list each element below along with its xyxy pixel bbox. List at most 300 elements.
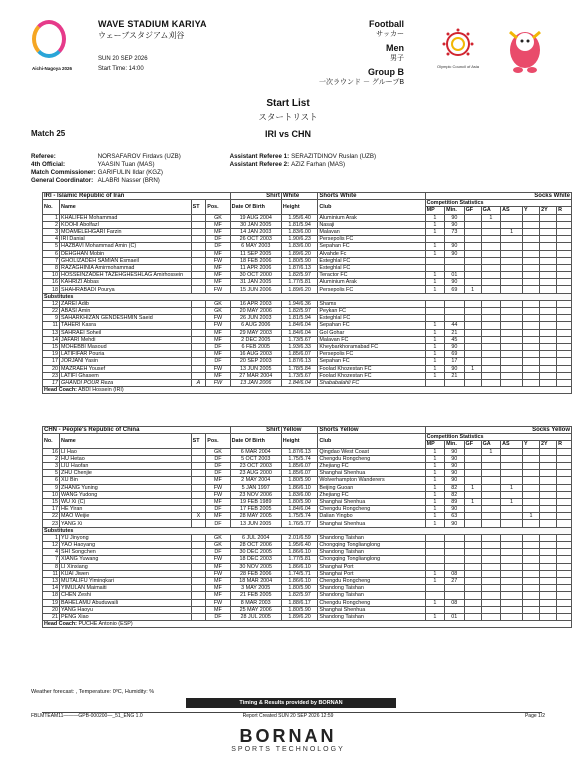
table-cell: WANG Yudong xyxy=(60,491,192,498)
officials-table xyxy=(31,153,378,185)
table-cell xyxy=(501,534,523,541)
table-cell: 1 xyxy=(481,448,500,455)
table-cell: 1.88/6.17 xyxy=(281,599,318,606)
table-cell: 19 xyxy=(43,599,60,606)
socks-cell xyxy=(425,193,571,200)
table-cell xyxy=(523,279,540,286)
table-cell xyxy=(481,308,500,315)
table-cell xyxy=(481,477,500,484)
header-club: Club xyxy=(318,200,425,214)
table-cell: 1 xyxy=(425,470,444,477)
table-cell xyxy=(191,491,206,498)
table-cell xyxy=(523,322,540,329)
table-cell xyxy=(501,336,523,343)
table-cell xyxy=(523,506,540,513)
player-row xyxy=(43,491,572,498)
table-cell xyxy=(540,279,557,286)
table-cell xyxy=(540,343,557,350)
fourth-official-label: 4th Official: xyxy=(31,161,66,168)
timing-provider-bar: Timing & Results provided by BORNAN xyxy=(186,698,396,708)
table-cell: 30 OCT 2000 xyxy=(230,272,281,279)
table-cell xyxy=(557,606,572,613)
weather-forecast: Weather forecast: , Temperature: 0ºC, Humidity: % xyxy=(31,689,155,695)
table-cell: 1.82/5.97 xyxy=(281,592,318,599)
table-cell: 90 xyxy=(445,343,464,350)
table-cell: 1.95/6.40 xyxy=(281,542,318,549)
table-cell: A xyxy=(191,379,206,386)
table-cell xyxy=(557,585,572,592)
table-cell xyxy=(523,613,540,620)
table-cell: 90 xyxy=(445,506,464,513)
table-cell xyxy=(557,549,572,556)
substitutes-header-row xyxy=(43,293,572,300)
team-table-chn xyxy=(42,426,572,628)
table-cell xyxy=(501,358,523,365)
table-cell xyxy=(425,264,444,271)
table-cell: HE Yiran xyxy=(60,506,192,513)
table-cell xyxy=(540,243,557,250)
table-cell: FW xyxy=(206,484,230,491)
player-row xyxy=(43,520,572,527)
table-cell xyxy=(557,599,572,606)
shirt-color: White xyxy=(281,193,318,200)
table-cell xyxy=(540,570,557,577)
table-cell xyxy=(191,613,206,620)
table-cell xyxy=(191,272,206,279)
table-cell: 90 xyxy=(445,520,464,527)
table-cell xyxy=(557,343,572,350)
table-cell: 1 xyxy=(425,343,444,350)
table-cell xyxy=(481,351,500,358)
table-cell xyxy=(191,477,206,484)
table-cell xyxy=(540,336,557,343)
table-cell: 27 MAR 2004 xyxy=(230,372,281,379)
table-cell: 1.80/5.90 xyxy=(281,585,318,592)
table-cell xyxy=(501,563,523,570)
table-cell: FW xyxy=(206,257,230,264)
table-cell: 1.87/6.13 xyxy=(281,358,318,365)
team-header-row xyxy=(43,193,572,200)
substitute-row xyxy=(43,606,572,613)
table-cell: 1.89/6.20 xyxy=(281,286,318,293)
table-cell: 7 xyxy=(43,556,60,563)
table-cell xyxy=(481,577,500,584)
table-cell: 90 xyxy=(445,250,464,257)
table-cell xyxy=(425,308,444,315)
team-table-iri xyxy=(42,192,572,394)
table-cell: 13 JUN 2005 xyxy=(230,520,281,527)
table-cell: 18 MAR 2004 xyxy=(230,577,281,584)
table-cell: 23 NOV 2006 xyxy=(230,491,281,498)
table-cell xyxy=(501,577,523,584)
team-name: CHN - People's Republic of China xyxy=(43,427,231,434)
table-cell: DF xyxy=(206,520,230,527)
table-cell xyxy=(501,214,523,221)
socks-cell xyxy=(425,427,571,434)
table-cell xyxy=(464,462,481,469)
table-cell: Shanghai Port xyxy=(318,570,425,577)
table-cell: SHI Songchen xyxy=(60,549,192,556)
table-cell xyxy=(445,592,464,599)
substitute-row xyxy=(43,343,572,350)
table-cell: 1.81/5.94 xyxy=(281,221,318,228)
table-cell xyxy=(445,300,464,307)
table-cell xyxy=(464,372,481,379)
table-cell: YAO Haoyang xyxy=(60,542,192,549)
table-cell: 16 AUG 2003 xyxy=(230,351,281,358)
table-cell: DF xyxy=(206,455,230,462)
table-cell: Persepolis FC xyxy=(318,286,425,293)
table-cell: Shanghai Shenhua xyxy=(318,606,425,613)
coordinator-label: General Coordinator: xyxy=(31,177,94,184)
table-cell: ZHANG Yuning xyxy=(60,484,192,491)
table-cell xyxy=(501,365,523,372)
table-cell: 1 xyxy=(481,214,500,221)
table-cell xyxy=(523,585,540,592)
table-cell: MF xyxy=(206,477,230,484)
table-cell: 1.82/5.97 xyxy=(281,308,318,315)
table-cell: 1 xyxy=(425,477,444,484)
table-cell xyxy=(501,379,523,386)
match-date: SUN 20 SEP 2026 xyxy=(98,56,148,62)
table-cell xyxy=(481,491,500,498)
table-cell: 1 xyxy=(425,272,444,279)
table-cell: Nasaji xyxy=(318,221,425,228)
table-cell xyxy=(191,322,206,329)
header-mp: MP xyxy=(425,207,444,214)
table-cell: 90 xyxy=(445,221,464,228)
table-cell: Qingdao West Coast xyxy=(318,448,425,455)
table-cell xyxy=(464,221,481,228)
table-cell: GK xyxy=(206,542,230,549)
table-cell xyxy=(464,358,481,365)
shorts-color: White xyxy=(340,193,357,200)
table-cell xyxy=(540,585,557,592)
table-cell xyxy=(425,257,444,264)
substitute-row xyxy=(43,351,572,358)
table-cell xyxy=(557,491,572,498)
player-row xyxy=(43,513,572,520)
table-cell xyxy=(191,264,206,271)
table-cell xyxy=(540,484,557,491)
table-cell xyxy=(501,279,523,286)
table-cell xyxy=(445,606,464,613)
table-cell xyxy=(557,279,572,286)
player-row xyxy=(43,272,572,279)
table-cell xyxy=(464,599,481,606)
table-cell xyxy=(425,534,444,541)
header-min: Min. xyxy=(445,441,464,448)
player-row xyxy=(43,221,572,228)
table-cell: 23 xyxy=(43,372,60,379)
table-cell: 1 xyxy=(464,286,481,293)
table-cell xyxy=(501,462,523,469)
table-cell: 1 xyxy=(425,250,444,257)
table-cell xyxy=(481,272,500,279)
substitute-row xyxy=(43,365,572,372)
table-cell xyxy=(557,534,572,541)
table-cell: FW xyxy=(206,365,230,372)
table-cell xyxy=(540,358,557,365)
table-cell: Sepahan FC xyxy=(318,243,425,250)
table-cell xyxy=(464,592,481,599)
table-cell: 1 xyxy=(425,228,444,235)
table-cell xyxy=(464,513,481,520)
table-cell: 13 xyxy=(43,329,60,336)
table-cell: MF xyxy=(206,228,230,235)
table-cell xyxy=(540,228,557,235)
table-cell: PENG Xiao xyxy=(60,613,192,620)
table-cell: 16 xyxy=(43,279,60,286)
table-cell xyxy=(540,549,557,556)
table-cell xyxy=(540,351,557,358)
shirt-color: Yellow xyxy=(281,427,318,434)
table-cell: 08 xyxy=(445,570,464,577)
table-cell xyxy=(557,470,572,477)
table-cell: Aluminium Arak xyxy=(318,214,425,221)
table-cell: 3 xyxy=(43,228,60,235)
table-cell xyxy=(523,308,540,315)
table-cell xyxy=(464,556,481,563)
table-cell xyxy=(464,329,481,336)
table-cell: 82 xyxy=(445,484,464,491)
player-row xyxy=(43,264,572,271)
substitute-row xyxy=(43,372,572,379)
header-mp: MP xyxy=(425,441,444,448)
table-cell: 1.75/5.74 xyxy=(281,513,318,520)
table-cell: 1.84/6.04 xyxy=(281,379,318,386)
table-cell: SHAHRABADI Pourya xyxy=(60,286,192,293)
table-cell xyxy=(425,549,444,556)
table-cell xyxy=(557,315,572,322)
table-cell: 8 MAR 2003 xyxy=(230,599,281,606)
table-cell xyxy=(191,599,206,606)
table-cell: 11 APR 2006 xyxy=(230,264,281,271)
table-cell: Zhejiang FC xyxy=(318,491,425,498)
table-cell: 6 MAR 2004 xyxy=(230,448,281,455)
table-cell xyxy=(557,336,572,343)
table-cell: Peykan FC xyxy=(318,308,425,315)
table-cell: DF xyxy=(206,549,230,556)
player-row xyxy=(43,484,572,491)
table-cell xyxy=(481,279,500,286)
table-cell xyxy=(191,563,206,570)
table-cell xyxy=(445,379,464,386)
table-cell: Shanghai Port xyxy=(318,563,425,570)
table-cell: 1 xyxy=(425,286,444,293)
table-cell xyxy=(425,542,444,549)
table-cell: DF xyxy=(206,243,230,250)
table-cell: Aluminium Arak xyxy=(318,279,425,286)
table-cell: 4 xyxy=(43,549,60,556)
table-cell xyxy=(191,556,206,563)
table-cell: 1 xyxy=(425,243,444,250)
event-info xyxy=(319,19,404,87)
table-cell xyxy=(523,264,540,271)
table-cell xyxy=(523,570,540,577)
header-name: Name xyxy=(60,200,192,214)
table-cell xyxy=(540,606,557,613)
table-cell xyxy=(523,484,540,491)
table-cell xyxy=(540,592,557,599)
table-cell xyxy=(191,257,206,264)
table-cell: 21 xyxy=(445,329,464,336)
table-cell: XIANG Yuwang xyxy=(60,556,192,563)
table-cell: 1.87/6.13 xyxy=(281,448,318,455)
table-cell xyxy=(481,286,500,293)
table-cell: FW xyxy=(206,556,230,563)
table-cell: 1.81/5.94 xyxy=(281,315,318,322)
start-time: Start Time: 14:00 xyxy=(98,66,144,72)
table-cell xyxy=(523,491,540,498)
table-cell xyxy=(191,358,206,365)
table-cell: 17 FEB 2005 xyxy=(230,506,281,513)
table-cell xyxy=(191,372,206,379)
table-cell xyxy=(523,365,540,372)
venue-name: WAVE STADIUM KARIYA xyxy=(98,19,207,29)
table-cell: Shanghai Shenhua xyxy=(318,498,425,505)
table-cell: 1.86/6.10 xyxy=(281,577,318,584)
table-cell: TAHERI Kasra xyxy=(60,322,192,329)
table-cell xyxy=(540,365,557,372)
header-y2: 2Y xyxy=(540,207,557,214)
head-coach-name: ABDI Hossein (IRI) xyxy=(78,387,124,394)
table-cell: 21 xyxy=(43,613,60,620)
shorts-label: Shorts xyxy=(319,427,339,434)
table-cell: 5 JAN 1997 xyxy=(230,484,281,491)
player-row xyxy=(43,257,572,264)
socks-color: White xyxy=(553,193,570,200)
table-cell: 1.73/5.67 xyxy=(281,336,318,343)
table-cell: 90 xyxy=(445,243,464,250)
table-cell: 1.74/5.71 xyxy=(281,570,318,577)
table-cell: 26 JUN 2003 xyxy=(230,315,281,322)
table-cell: 1.85/6.07 xyxy=(281,351,318,358)
table-cell xyxy=(464,351,481,358)
table-cell xyxy=(501,585,523,592)
bornan-logo: BORNAN xyxy=(239,726,337,746)
substitute-row xyxy=(43,322,572,329)
table-cell xyxy=(481,379,500,386)
table-cell: 1 xyxy=(425,498,444,505)
table-cell: 8 xyxy=(43,563,60,570)
table-cell: 19 AUG 2004 xyxy=(230,214,281,221)
table-cell xyxy=(445,308,464,315)
bornan-tagline: SPORTS TECHNOLOGY xyxy=(231,746,345,753)
substitute-row xyxy=(43,329,572,336)
table-cell xyxy=(481,570,500,577)
table-cell: MF xyxy=(206,577,230,584)
table-cell: 17 xyxy=(43,379,60,386)
table-cell xyxy=(523,214,540,221)
table-cell xyxy=(501,455,523,462)
table-cell: 6 AUG 2006 xyxy=(230,322,281,329)
player-row xyxy=(43,250,572,257)
socks-color: Yellow xyxy=(551,427,570,434)
table-cell: MOAMELEHGARI Farzin xyxy=(60,228,192,235)
table-cell xyxy=(464,534,481,541)
table-cell xyxy=(464,477,481,484)
table-cell: 11 SEP 2005 xyxy=(230,250,281,257)
table-cell: 11 xyxy=(43,570,60,577)
player-row xyxy=(43,286,572,293)
table-cell xyxy=(540,308,557,315)
table-cell: 19 xyxy=(43,351,60,358)
table-cell xyxy=(481,556,500,563)
referee-name: NORSAFAROV Firdavs (UZB) xyxy=(97,153,181,160)
table-cell: 1.77/5.81 xyxy=(281,279,318,286)
table-cell: 01 xyxy=(445,272,464,279)
table-cell xyxy=(523,243,540,250)
table-cell xyxy=(445,556,464,563)
table-cell xyxy=(464,257,481,264)
table-cell: FW xyxy=(206,322,230,329)
table-cell xyxy=(540,250,557,257)
table-cell xyxy=(464,315,481,322)
table-cell xyxy=(501,315,523,322)
table-cell xyxy=(501,322,523,329)
table-cell: DF xyxy=(206,506,230,513)
table-cell xyxy=(445,257,464,264)
table-cell xyxy=(464,279,481,286)
table-cell: GK xyxy=(206,214,230,221)
table-cell: 16 APR 2003 xyxy=(230,300,281,307)
table-cell: Gol Gohar xyxy=(318,329,425,336)
table-cell: MF xyxy=(206,372,230,379)
table-cell xyxy=(191,300,206,307)
table-cell: Malavan xyxy=(318,228,425,235)
header-gf: GF xyxy=(464,441,481,448)
table-cell: 28 OCT 2006 xyxy=(230,542,281,549)
player-row xyxy=(43,462,572,469)
player-row xyxy=(43,214,572,221)
table-cell: 18 xyxy=(43,286,60,293)
table-cell: 5 OCT 2003 xyxy=(230,455,281,462)
commissioner-name: GARIFULIN Ildar (KGZ) xyxy=(97,169,163,176)
table-cell xyxy=(501,513,523,520)
header-st: ST xyxy=(191,200,206,214)
table-cell: GK xyxy=(206,308,230,315)
socks-label: Socks xyxy=(534,193,552,200)
table-cell: 44 xyxy=(445,322,464,329)
header-no: No. xyxy=(43,200,60,214)
table-cell: SAHARKHIZAN GENDESHMIN Saeid xyxy=(60,315,192,322)
table-cell xyxy=(464,300,481,307)
table-cell xyxy=(191,455,206,462)
table-cell xyxy=(464,272,481,279)
table-cell: 1.80/5.90 xyxy=(281,606,318,613)
table-cell xyxy=(481,315,500,322)
substitutes-label: Substitutes xyxy=(43,293,572,300)
table-cell xyxy=(481,221,500,228)
table-cell xyxy=(557,592,572,599)
report-code: FBLMTEAM11———GPB-000200—_51_ENG 1.0 xyxy=(31,713,143,719)
table-cell: 1.93/6.33 xyxy=(281,343,318,350)
table-cell: KHALIFEH Mohammad xyxy=(60,214,192,221)
table-cell xyxy=(464,214,481,221)
table-cell: 90 xyxy=(445,279,464,286)
table-cell: Malavan FC xyxy=(318,336,425,343)
table-cell xyxy=(191,462,206,469)
table-cell: MUTALIFU Yiminqkari xyxy=(60,577,192,584)
table-cell: Wolverhampton Wanderers xyxy=(318,477,425,484)
column-header-row xyxy=(43,200,572,207)
table-cell: 23 xyxy=(43,520,60,527)
table-cell: 90 xyxy=(445,477,464,484)
table-cell xyxy=(481,329,500,336)
table-cell xyxy=(481,606,500,613)
table-cell: YANG Haoyu xyxy=(60,606,192,613)
